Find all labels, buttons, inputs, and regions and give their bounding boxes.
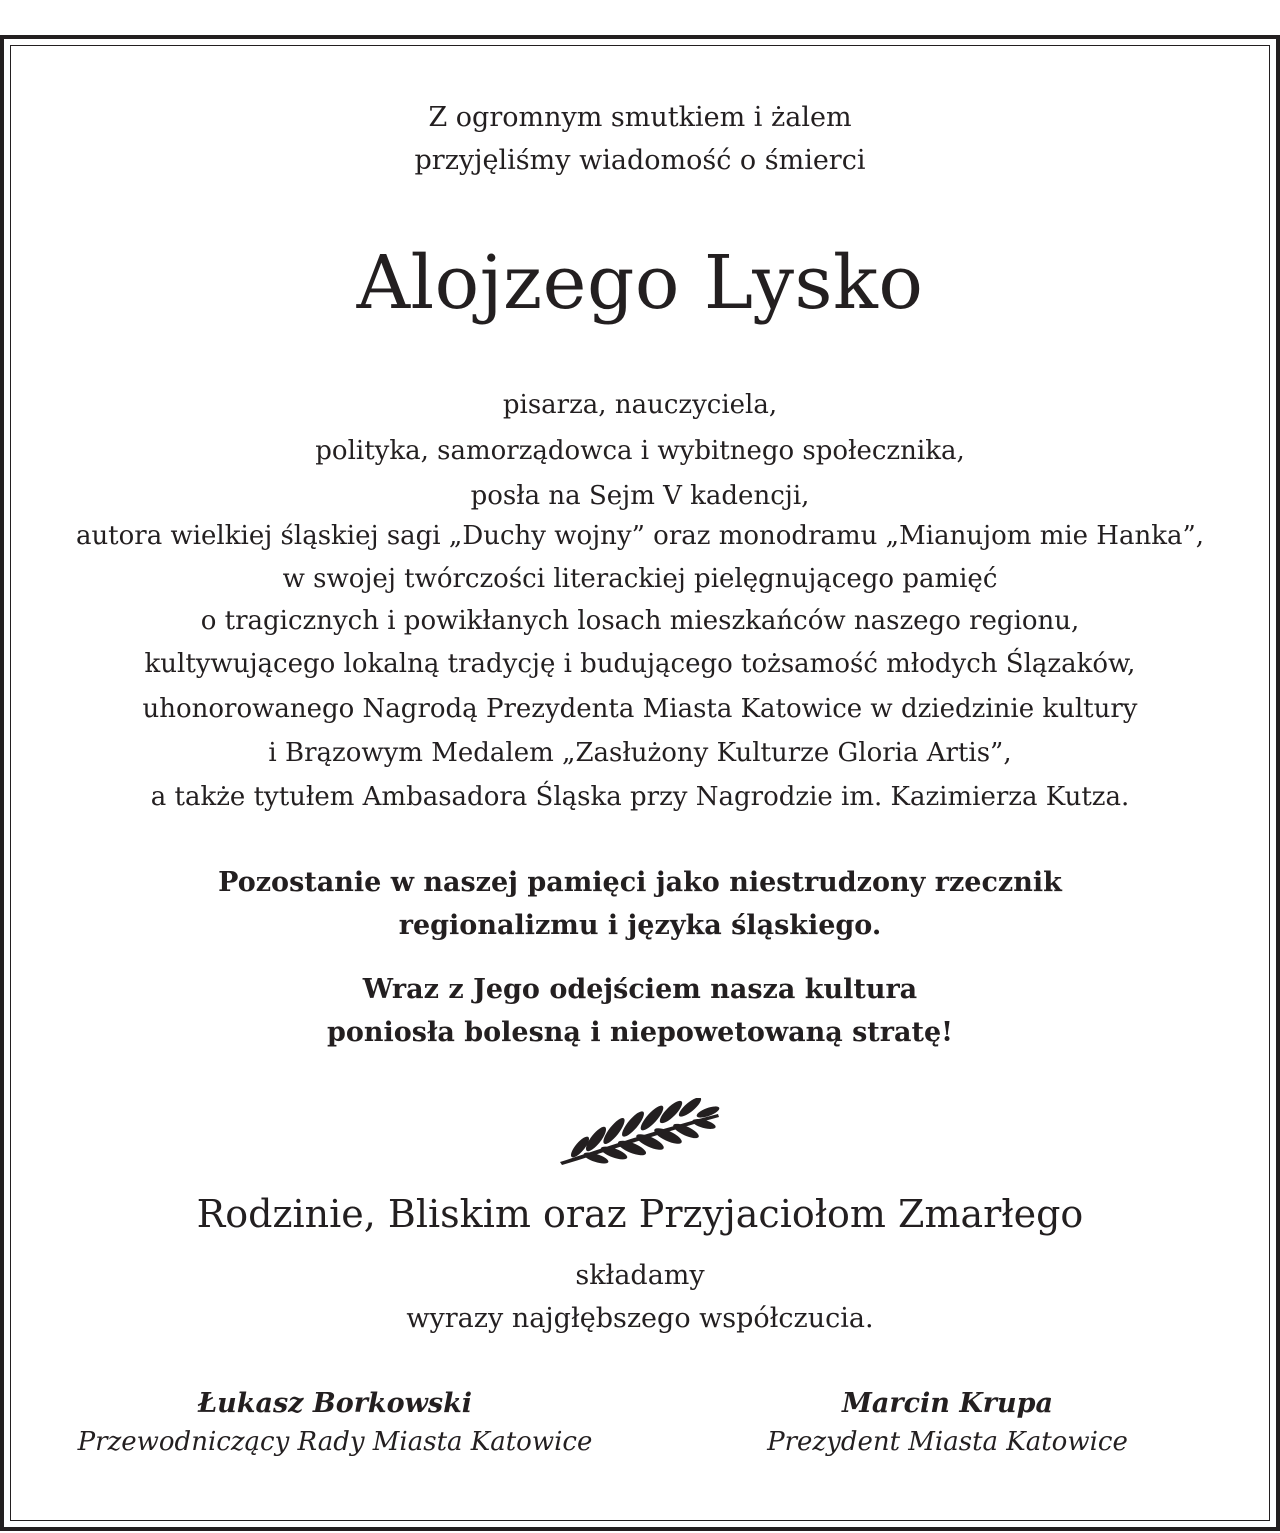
description-line: kultywującego lokalną tradycję i budującego tożsamość młodych Ślązaków, xyxy=(144,649,1136,679)
description-line: posła na Sejm V kadencji, xyxy=(470,481,810,511)
description-line: autora wielkiej śląskiej sagi „Duchy wojny” oraz monodramu „Mianujom mie Hanka”, xyxy=(75,521,1205,551)
laurel-branch-icon xyxy=(558,1098,722,1166)
condolences-line-2: wyrazy najgłębszego współczucia. xyxy=(406,1303,874,1334)
deceased-name: Alojzego Lysko xyxy=(356,240,924,326)
tribute-line: regionalizmu i języka śląskiego. xyxy=(398,910,882,941)
intro-line-2: przyjęliśmy wiadomość o śmierci xyxy=(414,145,866,176)
description-line: polityka, samorządowca i wybitnego społecznika, xyxy=(315,436,965,466)
signatory-role: Przewodniczący Rady Miasta Katowice xyxy=(77,1427,593,1457)
tribute-line: Wraz z Jego odejściem nasza kultura xyxy=(362,974,918,1005)
signatory-name: Marcin Krupa xyxy=(841,1388,1054,1419)
signatory-right xyxy=(745,1388,1150,1457)
description-line: uhonorowanego Nagrodą Prezydenta Miasta Katowice w dziedzinie kultury xyxy=(142,694,1138,724)
signatory-role: Prezydent Miasta Katowice xyxy=(767,1427,1128,1457)
description-line: w swojej twórczości literackiej pielęgnującego pamięć xyxy=(282,564,998,594)
tribute-line: Pozostanie w naszej pamięci jako niestrudzony rzecznik xyxy=(218,867,1062,898)
description-line: a także tytułem Ambasadora Śląska przy Nagrodzie im. Kazimierza Kutza. xyxy=(150,782,1130,812)
signatory-left xyxy=(60,1388,610,1457)
tribute-line: poniosła bolesną i niepowetowaną stratę! xyxy=(327,1017,953,1048)
signatory-name: Łukasz Borkowski xyxy=(197,1388,473,1419)
condolences-line-1: składamy xyxy=(575,1260,705,1291)
intro-line-1: Z ogromnym smutkiem i żalem xyxy=(428,102,852,133)
description-line: i Brązowym Medalem „Zasłużony Kulturze Gloria Artis”, xyxy=(268,738,1012,768)
description-line: o tragicznych i powikłanych losach mieszkańców naszego regionu, xyxy=(200,606,1080,636)
description-line: pisarza, nauczyciela, xyxy=(502,390,778,420)
condolences-title: Rodzinie, Bliskim oraz Przyjaciołom Zmarłego xyxy=(196,1192,1084,1236)
